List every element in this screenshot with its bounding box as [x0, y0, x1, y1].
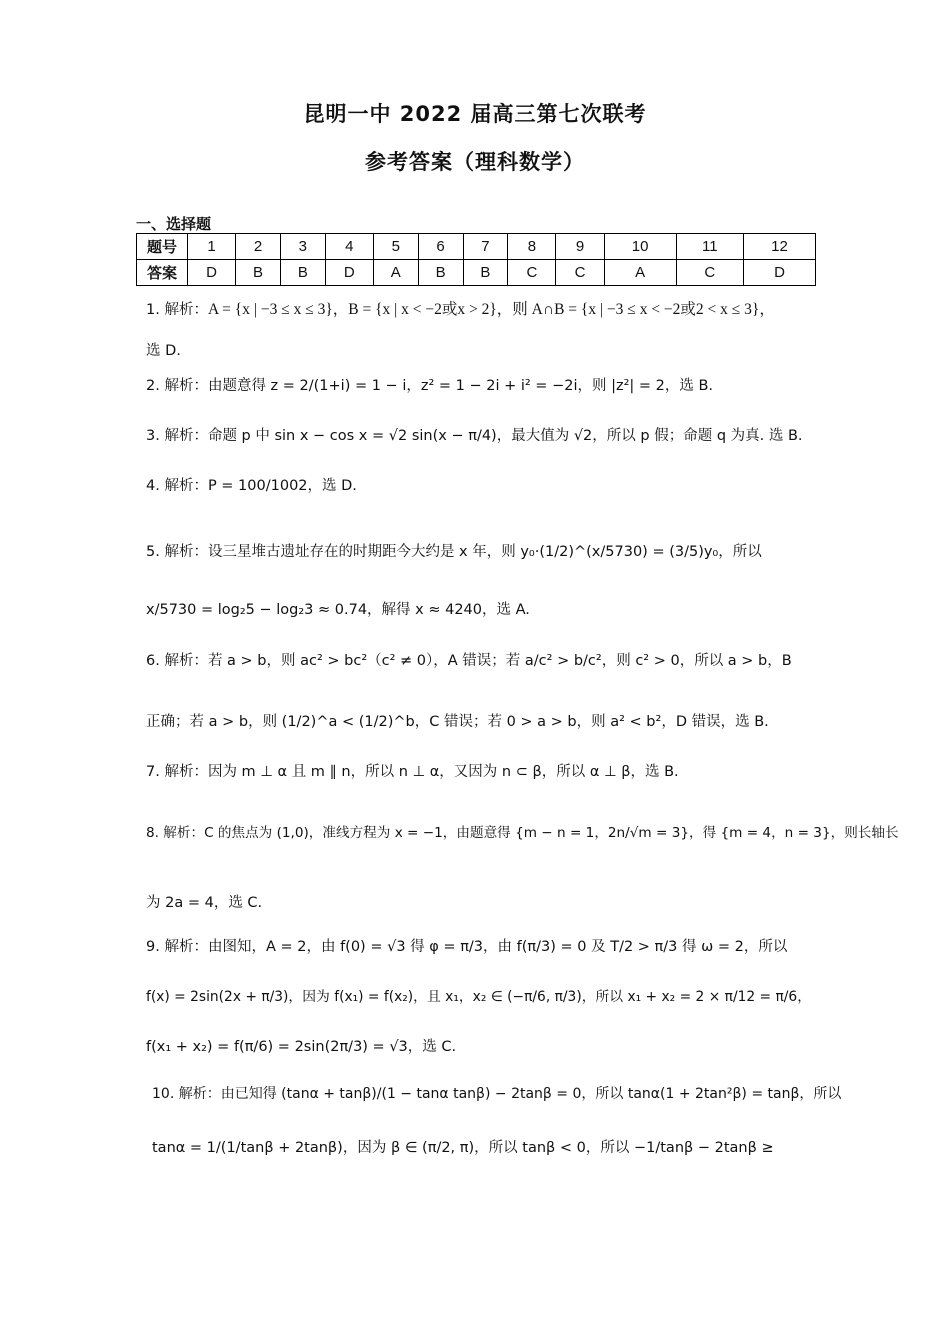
solution-9-cont: f(x) = 2sin(2x + π/3)，因为 f(x₁) = f(x₂)，且 x₁，x₂ ∈ (−π/6, π/3)，所以 x₁ + x₂ = 2 × π/12 = π/6， [146, 989, 812, 1005]
table-cell: C [556, 260, 604, 286]
table-cell: 5 [373, 234, 418, 260]
solution-10-cont: tanα = 1/(1/tanβ + 2tanβ)，因为 β ∈ (π/2, π)，所以 tanβ < 0，所以 −1/tanβ − 2tanβ ≥ [152, 1140, 774, 1156]
solution-4: 4. 解析：P = 100/1002，选 D. [146, 478, 357, 494]
document-subtitle: 参考答案（理科数学） [365, 150, 585, 174]
table-cell: 2 [236, 234, 281, 260]
table-cell: 1 [188, 234, 236, 260]
table-cell: 7 [463, 234, 508, 260]
table-cell: A [373, 260, 418, 286]
solution-1-cont: 选 D. [146, 343, 181, 359]
table-cell: 12 [743, 234, 815, 260]
section-heading-choice: 一、选择题 [136, 215, 212, 233]
solution-8-cont: 为 2a = 4，选 C. [146, 895, 263, 911]
solution-6-cont: 正确；若 a > b，则 (1/2)^a < (1/2)^b，C 错误；若 0 > a > b，则 a² < b²，D 错误，选 B. [146, 714, 769, 730]
table-cell: B [418, 260, 463, 286]
solution-7: 7. 解析：因为 m ⊥ α 且 m ∥ n，所以 n ⊥ α，又因为 n ⊂ β，所以 α ⊥ β，选 B. [146, 764, 679, 780]
solution-label: 1. 解析： [146, 302, 208, 318]
solution-8: 8. 解析：C 的焦点为 (1,0)，准线方程为 x = −1，由题意得 {m − n = 1，2n/√m = 3}，得 {m = 4，n = 3}，则长轴长 [146, 825, 899, 841]
table-cell: 10 [604, 234, 676, 260]
table-cell: 8 [508, 234, 556, 260]
solution-3: 3. 解析：命题 p 中 sin x − cos x = √2 sin(x − π/4)，最大值为 √2，所以 p 假；命题 q 为真. 选 B. [146, 428, 803, 444]
table-cell: D [188, 260, 236, 286]
solution-10: 10. 解析：由已知得 (tanα + tanβ)/(1 − tanα tanβ) − 2tanβ = 0，所以 tanα(1 + 2tan²β) = tanβ，所以 [152, 1086, 842, 1102]
table-cell: 9 [556, 234, 604, 260]
table-row-numbers [137, 234, 816, 260]
solution-2: 2. 解析：由题意得 z = 2/(1+i) = 1 − i，z² = 1 − 2i + i² = −2i，则 |z²| = 2，选 B. [146, 378, 714, 394]
solution-5: 5. 解析：设三星堆古遗址存在的时期距今大约是 x 年，则 y₀·(1/2)^(x/5730) = (3/5)y₀，所以 [146, 544, 762, 560]
table-row-answers [137, 260, 816, 286]
row-label-answer: 答案 [137, 260, 188, 286]
table-cell: D [325, 260, 373, 286]
solution-5-cont: x/5730 = log₂5 − log₂3 ≈ 0.74，解得 x ≈ 4240，选 A. [146, 602, 530, 618]
table-cell: 4 [325, 234, 373, 260]
table-cell: 3 [280, 234, 325, 260]
document-title: 昆明一中 2022 届高三第七次联考 [303, 102, 647, 126]
table-cell: B [280, 260, 325, 286]
row-label-number: 题号 [137, 234, 188, 260]
table-cell: B [236, 260, 281, 286]
solution-9-cont2: f(x₁ + x₂) = f(π/6) = 2sin(2π/3) = √3，选 C. [146, 1039, 457, 1055]
table-cell: C [676, 260, 743, 286]
solution-1 [146, 300, 816, 320]
table-cell: D [743, 260, 815, 286]
table-cell: C [508, 260, 556, 286]
solution-text: A = {x | −3 ≤ x ≤ 3}，B = {x | x < −2或x > 2}，则 A∩B = {x | −3 ≤ x < −2或2 < x ≤ 3}， [207, 301, 775, 318]
table-cell: 6 [418, 234, 463, 260]
table-cell: B [463, 260, 508, 286]
table-cell: 11 [676, 234, 743, 260]
solution-6: 6. 解析：若 a > b，则 ac² > bc²（c² ≠ 0），A 错误；若 a/c² > b/c²，则 c² > 0，所以 a > b，B [146, 653, 792, 669]
answer-table [136, 233, 816, 286]
table-cell: A [604, 260, 676, 286]
solution-9: 9. 解析：由图知，A = 2，由 f(0) = √3 得 φ = π/3，由 f(π/3) = 0 及 T/2 > π/3 得 ω = 2，所以 [146, 939, 788, 955]
